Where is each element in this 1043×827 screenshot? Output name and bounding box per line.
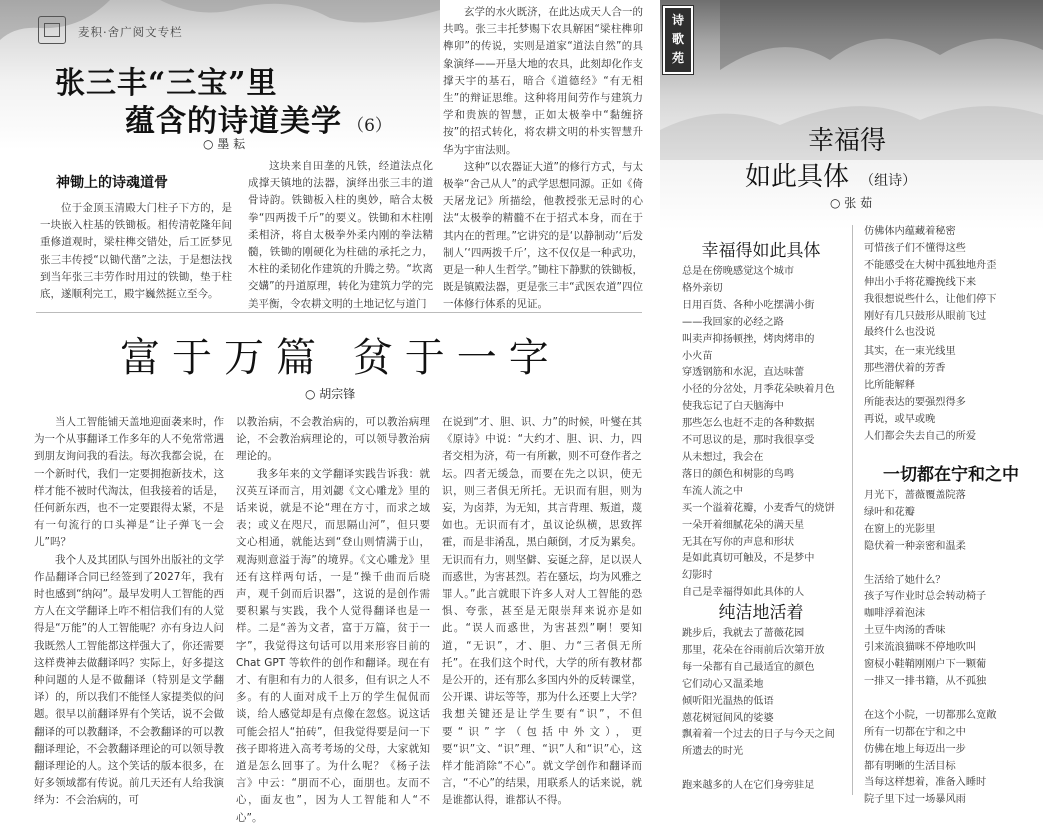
poem-line: 所能表达的要强烈得多 bbox=[864, 396, 966, 408]
poem-line: 窗棂小鞋鞘刚刚户下一颗葡 bbox=[864, 659, 987, 671]
column-seal-icon bbox=[38, 16, 66, 44]
poem-line: 那里，花朵在谷雨前后次第开放 bbox=[682, 644, 825, 656]
poem3-body bbox=[864, 488, 1039, 806]
article2-author: ○ 胡宗锋 bbox=[305, 387, 356, 401]
poem-line: 跳步后，我就去了蔷薇花园 bbox=[682, 628, 805, 639]
article2-paragraph: 我个人及其团队与国外出版社的文学作品翻译合同已经签到了2027年，我有时也感到“纳闷”。最早发明人工智能的西方人在文学翻译上咋不相信我们有的人觉得是“万能”的人工智能呢？亦有身边人问我既然人工智能都这样强大了，你还需要这样费神去做翻译吗？实际上，好多提这种问题的人是不做翻译（特别是文学翻译）的，所以我们不能怪人家提类似的问题。很早以前翻译界有个笑话，说不会做翻译的可以教翻译，不会教翻译的可以教翻译理论，不会教翻译理论的可以领导教翻译理论的人。这个笑话的版本很多，在好多领域都有传说。前几天还有人给我演绎为：不会治病的，可 bbox=[34, 553, 224, 807]
poem-line: 孩子写作业时总会转动椅子 bbox=[864, 591, 987, 603]
poem-line: 可惜孩子们不懂得这些 bbox=[864, 242, 966, 254]
poem-line: 落日的颜色和树影的鸟鸣 bbox=[682, 468, 795, 480]
poem-line: 都有明晰的生活目标 bbox=[864, 760, 956, 772]
poem-line: 院子里下过一场暴风雨 bbox=[864, 794, 966, 806]
poem1-body bbox=[682, 264, 850, 609]
poetry-section-tag bbox=[663, 6, 693, 74]
poem-line: 蒽花树冠间风的娑婆 bbox=[682, 712, 774, 724]
poem2-continued-body bbox=[864, 344, 1039, 446]
poem1-continued-body bbox=[864, 224, 1039, 344]
poem-line: 一排又一排书籍，从不孤独 bbox=[864, 675, 987, 687]
poem-line: 跑来越多的人在它们身旁驻足 bbox=[682, 780, 815, 792]
poem-line bbox=[864, 691, 1039, 708]
poem-line: 从未想过，我会在 bbox=[682, 451, 764, 463]
poem-line: 车流人流之中 bbox=[682, 485, 744, 497]
section-tag-char: 苑 bbox=[671, 51, 684, 65]
column-tag: 麦积·舍广阅文专栏 bbox=[78, 25, 183, 39]
poem-line: 自己是幸福得如此具体的人 bbox=[682, 587, 805, 599]
poem-line: 穿透钢筋和水泥，直达味蕾 bbox=[682, 367, 805, 379]
article1-column-3 bbox=[443, 4, 643, 311]
poem-line: 飘着着一个过去的日子与今天之间 bbox=[682, 729, 835, 741]
poem-line: 一朵开着细腻花朵的满天星 bbox=[682, 519, 805, 531]
poem-line: 刚好有几只鼓形从眼前飞过 bbox=[864, 310, 987, 322]
poem-line: 小火苗 bbox=[682, 350, 713, 362]
poem-line: 日用百货、各种小吃摆满小街 bbox=[682, 299, 815, 311]
article1-title-line2-row bbox=[125, 96, 392, 140]
poem-line: 仿佛体内蕴藏着秘密 bbox=[864, 226, 956, 237]
poem-line: 小径的分岔处，月季花朵映着月色 bbox=[682, 384, 835, 396]
article2-paragraph: 当人工智能铺天盖地迎面袭来时，作为一个从事翻译工作多年的人不免常常遇到朋友询问我的看法。每次我都会说，在一个新时代，我们一定要拥抱新技术，这样才能不被时代淘汰，但我接着的话是，任何新东西，也不一定要跟得太紧，不是有一句流行的口头禅是“让子弹飞一会儿”吗？ bbox=[34, 416, 224, 549]
poem2-title: 纯洁地活着 bbox=[718, 603, 804, 623]
poem-line: 所有一切都在宁和之中 bbox=[864, 726, 966, 738]
poem-line: 所遗去的时光 bbox=[682, 746, 744, 758]
article1-title-line2: 蕴含的诗道美学 bbox=[125, 104, 342, 139]
poem-line bbox=[682, 761, 850, 778]
poem-line: 每一朵都有自己最适宜的颜色 bbox=[682, 661, 815, 673]
poem3-title: 一切都在宁和之中 bbox=[883, 465, 1019, 485]
poem-line: 在窗上的光影里 bbox=[864, 523, 936, 535]
poem-line: 无其在写你的声息和形状 bbox=[682, 536, 795, 548]
poetry-main-title-line2-row bbox=[745, 156, 916, 193]
poem-line: 咖啡浮着泡沫 bbox=[864, 608, 926, 620]
article2-title: 富于万篇 贫于一字 bbox=[120, 335, 561, 381]
poem-line: 人们都会失去自己的所爱 bbox=[864, 430, 977, 442]
article2-column-1 bbox=[34, 414, 224, 807]
poem-line: 幻影时 bbox=[682, 570, 713, 582]
poem-line: 那些怎么也赶不走的各种数据 bbox=[682, 418, 815, 430]
poem-line: 绿叶和花瓣 bbox=[864, 506, 915, 518]
poem1-title: 幸福得如此具体 bbox=[701, 241, 821, 261]
section-tag-char: 诗 bbox=[671, 13, 684, 27]
article2-paragraph: 在说到“才、胆、识、力”的时候，叶燮在其《原诗》中说：“大约才、胆、识、力，四者交相为济，苟一有所歉，则不可登作者之坛。四者无缓急，而要在先之以识，使无识，则三者俱无所托。无识而有胆，则为妄，为卤莽，为无知，其言背理、叛道，蔑如也。无识而有才，虽议论纵横，思致挥霍，而是非淆乱，黑白颠倒，才反为累矣。无识而有力，则坚僻、妄诞之辞，足以误人而惑世，为害甚烈。若在骚坛，均为风雅之罪人。”此言就眼下许多人对人工智能的恐惧、夸张，甚至是无限崇拜来说亦是如此。“误人而惑世，为害甚烈”啊！要知道，“无识”，才、胆、力“三者俱无所托”。在我们这个时代，大学的所有教材都是公开的，还有那么多国内外的反转课堂，公开课、讲坛等等，那为什么还要上大学？我想关键还是让学生要有“识”，不但要“识”字（包括中外文），更要“识”文、“识”理、“识”人和“识”心，这样才能消除“不心”。就文学创作和翻译而言，“不心”的结果，用联系人的话来说，就是谁都认得，谁都认不得。 bbox=[442, 416, 642, 807]
poem-line: 我很想说些什么，让他们停下 bbox=[864, 293, 997, 305]
article1-paragraph: 这块来自田垄的凡铁，经道法点化成撑天镇地的法器，演绎出张三丰的道骨诗韵。铁锄板入柱的奥妙，暗合太极拳“四两拨千斤”的要义。铁锄和木柱刚柔相济，将自太极拳外柔内刚的拳法精髓，铁锄的刚硬化为柱础的承托之力，木柱的柔韧化作建筑的升腾之势。“坎离交媾”的丹道原理，转化为建筑力学的完美平衡，令农耕文明的土地记忆与道门 bbox=[248, 160, 433, 310]
poem-line: 月光下，蔷薇覆盖院落 bbox=[864, 490, 966, 501]
article2-paragraph: 以教治病，不会教治病的，可以教治病理论，不会教治病理论的，可以领导教治病理论的。 bbox=[236, 416, 430, 463]
poem-line: 不能感受在大树中孤独地舟歪 bbox=[864, 259, 997, 271]
poem-line: 不可思议的是，那时我很享受 bbox=[682, 435, 815, 447]
article2-paragraph: 我多年来的文学翻译实践告诉我：就汉英互译而言，用刘勰《文心雕龙》里的话来说，就是不论“理在方寸，而求之域表；或义在咫尺，而思隔山河”，但只要文心相通，就能达到“登山则情满于山，观海则意溢于海”的境界。《文心雕龙》里还有这样两句话，一是“操千曲而后晓声，观千剑而后识器”，这说的是创作需要积累与实践，我个人觉得翻译也是一样。二是“善为文者，富于万篇，贫于一字”，我觉得这句话可以用来形容目前的 Chat GPT 等软件的创作和翻译。现在有才、有胆和有力的人很多，但有识之人不多。有的人面对成千上万的学生侃侃而谈，给人感觉却是有点像在忽悠。说这话可能会招人“拍砖”，但我觉得要是问一下孩子即将进入高考考场的父母，大家就知道是怎么回事了。为什么呢？《杨子法言》中云：“朋而不心，面朋也。友而不心，面友也”，因为人工智能和人“不心”。 bbox=[236, 467, 430, 824]
article1-section-heading: 神锄上的诗魂道骨 bbox=[56, 175, 168, 191]
poem-line: 比所能解释 bbox=[864, 379, 915, 391]
poetry-column-divider bbox=[852, 225, 853, 795]
article1-title-line1: 张三丰“三宝”里 bbox=[55, 66, 278, 101]
poem-line: 引来流浪猫咪不停地吹叫 bbox=[864, 642, 977, 654]
article1-paragraph: 玄学的水火既济，在此达成天人合一的共鸣。张三丰托梦赐下农具解困“梁柱榫卯榫卯”的传说，实则是道家“道法自然”的具象演绎——开垦大地的农具，此刻却化作支撑天宇的基石，暗合《道德经》“有无相生”的辩证思维。这种将用间劳作与建筑力学和贵族的智慧，正如太极拳中“黏缠挤按”的招式转化，将农耕文明的朴实智慧升华为宇宙法则。 bbox=[443, 6, 643, 156]
poem-line: ——我回家的必经之路 bbox=[682, 316, 784, 328]
article1-paragraph: 这种“以农器证大道”的修行方式，与太极拳“舍己从人”的武学思想同源。正如《倚天屠龙记》所描绘，他教授张无忌时的心法“太极拳的精髓不在于招式本身，而在于其内在的哲理。”它讲究的是‘以静制动’‘后发制人’‘四两拨千斤’，这不仅仅是一种武功，更是一种人生哲学。”锄柱下静默的铁锄板，既是镇殿法器，更是张三丰“武医农道”四位一体修行体系的见证。 bbox=[443, 160, 643, 311]
poem-line: 总是在傍晚感觉这个城市 bbox=[682, 266, 795, 277]
poem-line bbox=[864, 556, 1039, 573]
poem-line: 最终什么也没说 bbox=[864, 327, 936, 339]
poetry-main-title-note: （组诗） bbox=[860, 173, 917, 189]
poem-line: 那些潜伏着的芳香 bbox=[864, 362, 946, 374]
article1-column-2 bbox=[248, 158, 433, 310]
poetry-main-title-line2: 如此具体 bbox=[745, 162, 850, 192]
poem2-body bbox=[682, 626, 850, 796]
article1-column-1 bbox=[40, 200, 232, 304]
section-divider bbox=[36, 312, 642, 313]
poem-line: 土豆牛肉汤的香味 bbox=[864, 625, 946, 637]
poetry-main-title-line1: 幸福得 bbox=[808, 126, 887, 156]
poetry-author: ○ 张 茹 bbox=[830, 196, 873, 210]
poem-line: 当每这样想着，准备入睡时 bbox=[864, 777, 987, 789]
poem-line: 使我忘记了白天脑海中 bbox=[682, 401, 784, 413]
poem-line: 买一个溢着花瓣，小麦香气的烧饼 bbox=[682, 502, 835, 514]
poem-line: 是如此真切可触及，不是梦中 bbox=[682, 553, 815, 565]
poem-line: 伸出小手将花瓣挽线下来 bbox=[864, 276, 977, 288]
poem-line: 隐伏着一种亲密和温柔 bbox=[864, 540, 966, 552]
poem-line: 其实，在一束光线里 bbox=[864, 346, 956, 357]
poem-line: 再说，或早或晚 bbox=[864, 413, 936, 425]
section-tag-char: 歌 bbox=[671, 32, 684, 46]
poem-line: 它们动心又温柔地 bbox=[682, 678, 764, 690]
article1-paragraph: 位于金顶玉清殿大门柱子下方的，是一块嵌入柱基的铁锄板。相传清乾隆年间重修道观时，梁柱榫交错处，后工匠梦见张三丰传授“以锄代凿”之法，于是想法找到当年张三丰劳作时用过的铁锄，垫于柱底，遂顺利完工，殿宇巍然挺立至今。 bbox=[40, 202, 232, 301]
poem-line: 仿佛在地上每迈出一步 bbox=[864, 743, 966, 755]
article1-title-part: （6） bbox=[347, 116, 392, 136]
poem-line: 格外亲切 bbox=[682, 282, 723, 294]
article1-author: ○ 墨 耘 bbox=[203, 137, 246, 151]
poem-line: 倾听阳光温热的低语 bbox=[682, 695, 774, 707]
poem-line: 生活给了她什么？ bbox=[864, 574, 946, 586]
poem-line: 叫卖声抑扬顿挫，烤肉烤串的 bbox=[682, 333, 815, 345]
article2-column-2 bbox=[236, 414, 430, 824]
poem-line: 在这个小院，一切都那么宽敞 bbox=[864, 709, 997, 721]
article2-column-3 bbox=[442, 414, 642, 807]
